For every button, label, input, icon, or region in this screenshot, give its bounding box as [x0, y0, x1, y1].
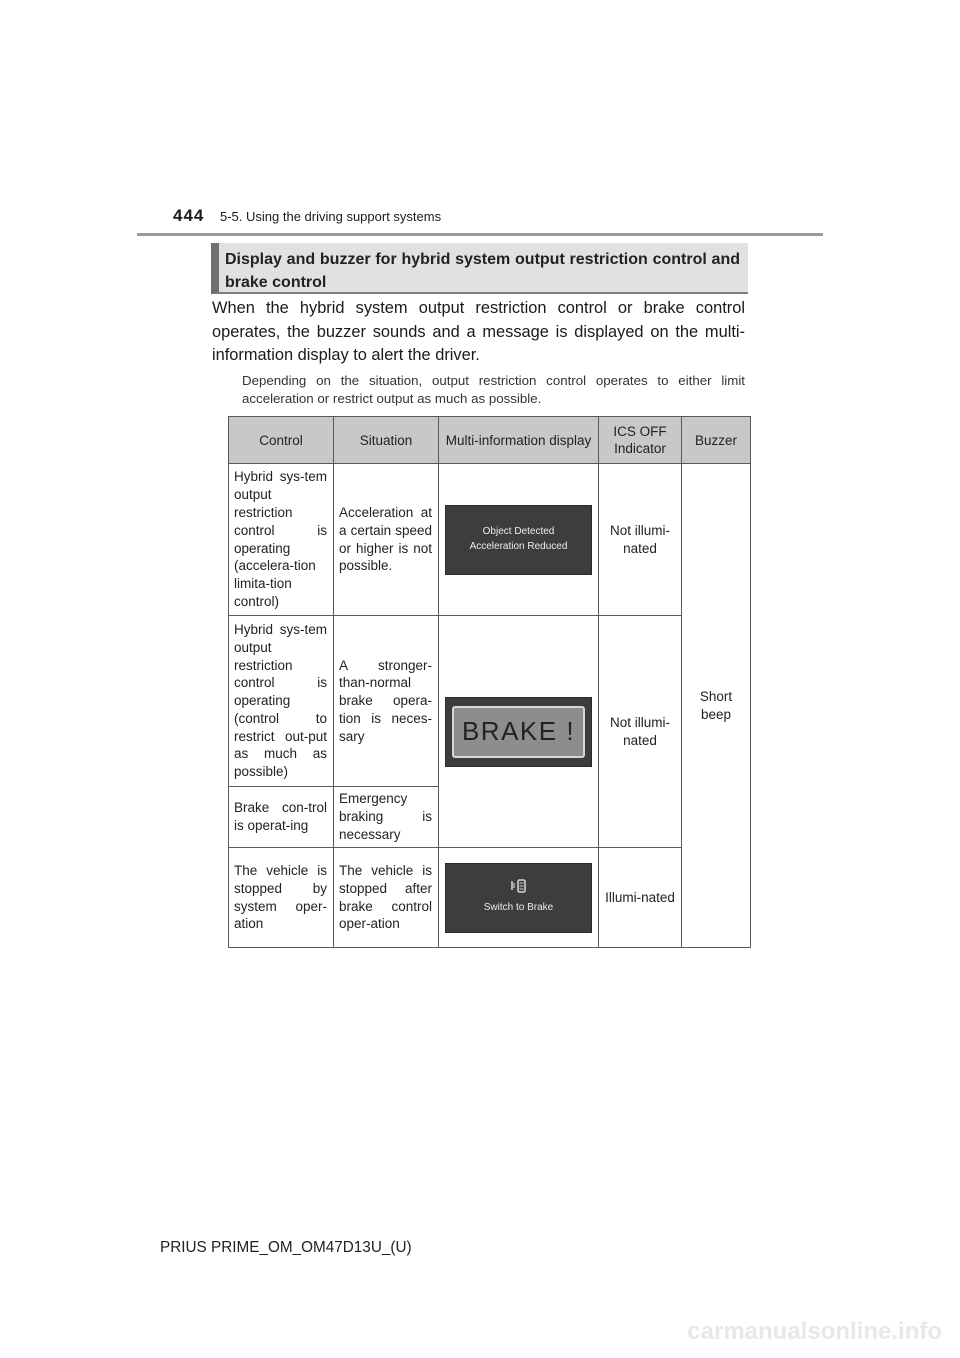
- subsection-heading-text: Display and buzzer for hybrid system output restriction control and brake control: [225, 251, 740, 291]
- header-display: Multi-information display: [439, 417, 599, 464]
- cell-indicator: Not illumi-nated: [599, 616, 682, 848]
- display-buzzer-table: [228, 416, 751, 948]
- intro-paragraph: When the hybrid system output restriction control or brake control operates, the buzzer sounds and a message is displayed on the multi-information display to alert the driver.: [212, 299, 745, 364]
- section-title: 5-5. Using the driving support systems: [220, 209, 442, 224]
- header-situation: Situation: [334, 417, 439, 464]
- cell-control: Hybrid sys-tem output restriction control is operating (control to restrict out-put as much as possible): [229, 616, 334, 787]
- cell-display: [439, 848, 599, 948]
- display-line: Object Detected: [482, 525, 555, 537]
- display-line: Acceleration Reduced: [469, 540, 568, 552]
- cell-situation: A stronger-than-normal brake opera-tion is neces-sary: [334, 616, 439, 787]
- cell-display: [439, 616, 599, 848]
- watermark: carmanualsonline.info: [687, 1318, 942, 1345]
- cell-indicator: Not illumi-nated: [599, 464, 682, 616]
- table-header-row: [229, 417, 751, 464]
- brake-pedal-icon: [509, 878, 529, 896]
- cell-situation: The vehicle is stopped after brake control oper-ation: [334, 848, 439, 948]
- cell-situation: Emergency braking is necessary: [334, 787, 439, 848]
- display-line: Switch to Brake: [483, 901, 554, 913]
- cell-control: Hybrid sys-tem output restriction control is operating (accelera-tion limita-tion control): [229, 464, 334, 616]
- page-number: 444: [173, 206, 205, 225]
- cell-control: Brake con-trol is operat-ing: [229, 787, 334, 848]
- cell-control: The vehicle is stopped by system oper-ation: [229, 848, 334, 948]
- header-buzzer: Buzzer: [682, 417, 751, 464]
- display-screen-switch-to-brake: [445, 863, 592, 933]
- display-screen-brake: [445, 697, 592, 767]
- header-divider: [137, 233, 823, 236]
- cell-indicator: Illumi-nated: [599, 848, 682, 948]
- subsection-heading: [211, 243, 748, 294]
- display-screen-acceleration-reduced: [445, 505, 592, 575]
- table-row: [229, 848, 751, 948]
- cell-display: [439, 464, 599, 616]
- footer-document-id: PRIUS PRIME_OM_OM47D13U_(U): [160, 1239, 412, 1256]
- cell-buzzer: Short beep: [682, 464, 751, 948]
- cell-situation: Acceleration at a certain speed or higher is not possible.: [334, 464, 439, 616]
- note-paragraph: Depending on the situation, output restriction control operates to either limit acceleration or restrict output as much as possible.: [242, 373, 745, 406]
- table-row: [229, 616, 751, 787]
- table-row: [229, 464, 751, 616]
- brake-warning-box: BRAKE !: [452, 706, 585, 758]
- header-indicator: ICS OFF Indicator: [599, 417, 682, 464]
- header-control: Control: [229, 417, 334, 464]
